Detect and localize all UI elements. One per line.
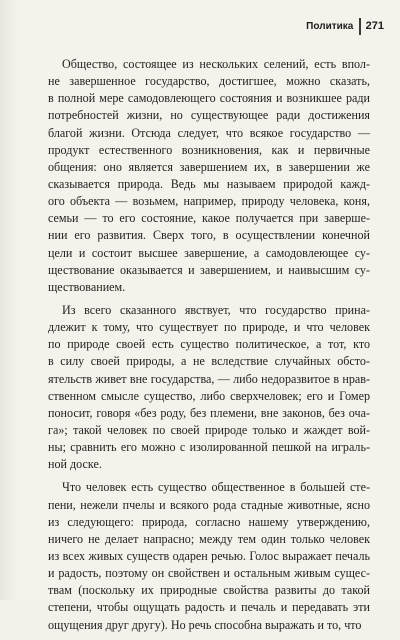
text-line: из всех живых существ одарен речью. Голос выражает печаль: [48, 548, 370, 563]
text-line: цели и состоит высшее завершение, а самодовлеющее су-: [48, 245, 370, 260]
text-line: не завершенное государство, достигшее, можно сказать,: [48, 74, 370, 89]
text-line: продукт естественного возникновения, как и первичные: [48, 142, 370, 157]
paragraph: [48, 302, 370, 473]
text-line: сказывается природа. Ведь мы называем природой кажд-: [48, 176, 370, 191]
text-line: ятельств живет вне государства, — либо недоразвитое в нрав-: [48, 371, 370, 386]
paragraph: [48, 479, 370, 633]
text-line: Общество, состоящее из нескольких селений, есть впол-: [62, 57, 370, 71]
text-line: ощущения друг другу). Но речь способна выражать и то, что: [48, 617, 362, 632]
text-line: пени, нежели пчелы и всякого рода стадные животные, ясно: [48, 497, 370, 512]
text-line: длежит к тому, что существует по природе, и что человек: [48, 320, 370, 335]
body-text: [48, 56, 370, 640]
page-number: 271: [365, 20, 384, 32]
text-line: Из всего сказанного явствует, что государство прина-: [62, 302, 370, 317]
text-line: в силу своей природы, а не вследствие случайных обсто-: [48, 354, 370, 369]
text-line: в полной мере самодовлеющего состояния и возникшее ради: [48, 91, 370, 106]
text-line: и радость, поэтому он свойствен и остальным живым сущес-: [48, 566, 370, 581]
text-line: ого объекта — возьмем, например, природу человека, коня,: [48, 194, 370, 209]
text-line: ной доске.: [48, 457, 102, 472]
text-line: ществованием.: [48, 279, 126, 294]
running-head: [60, 17, 384, 35]
text-line: семьи — то его состояние, какое получается при заверше-: [48, 211, 370, 226]
text-line: по природе своей есть существо политическое, а тот, кто: [48, 337, 370, 352]
text-line: ственном смысле существо, либо сверхчеловек; его и Гомер: [48, 388, 370, 403]
text-line: общения: оно является завершением их, в завершении же: [48, 159, 370, 174]
running-head-title: Политика: [306, 20, 354, 32]
text-line: ны; сравнить его можно с изолированной пешкой на играль-: [48, 440, 370, 455]
text-line: потребностей жизни, но существующее ради достижения: [48, 108, 370, 123]
text-line: благой жизни. Отсюда следует, что всякое государство —: [48, 125, 370, 140]
text-line: твам (поскольку их природные свойства развиты до такой: [48, 583, 370, 598]
text-line: из следующего: природа, согласно нашему утверждению,: [48, 514, 370, 529]
paragraph: [48, 56, 370, 296]
page-gutter-shadow: [0, 0, 18, 600]
text-line: ничего не делает напрасно; между тем один только человек: [48, 531, 370, 546]
text-line: Что человек есть существо общественное в большей сте-: [62, 480, 370, 495]
text-line: га»; такой человек по своей природе только и жаждет вой-: [48, 422, 370, 437]
text-line: нии его развития. Сверх того, в осуществлении конечной: [48, 228, 370, 243]
text-line: степени, чтобы ощущать радость и печаль и передавать эти: [48, 600, 370, 615]
text-line: поносит, говоря «без роду, без племени, вне законов, без оча-: [48, 405, 370, 420]
text-line: ществование оказывается и завершением, и наивысшим су-: [48, 262, 370, 277]
